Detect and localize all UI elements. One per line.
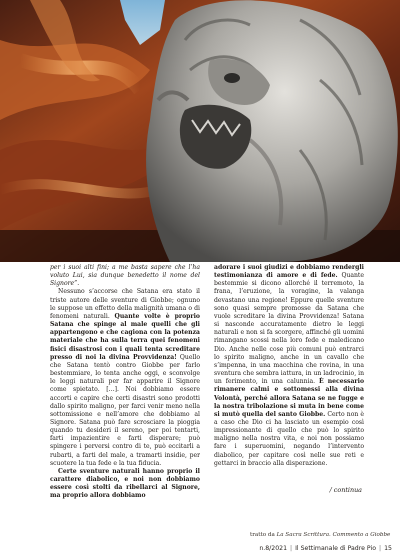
footer-separator: | (379, 545, 382, 552)
article-paragraph (50, 264, 200, 288)
text-run: Quello che Satana tentò contro Giobbe per farlo bestemmiare, lo tenta anche oggi, e sconvolge le leggi naturali per far apparire il Signore come spietato. […]. Noi dobbiamo essere accorti e capire che certi disastri sono prodotti dallo spirito maligno, per farci venir meno nella sottomissione e nell’amore che dobbiamo al Signore. Satana può fare scrosciare la pioggia quando tu desideri il sereno, per poi tentarti, farti impazientire e farti disperare; può spingere i perversi contro di te, può eccitarli a rubarti, a farti del male, a tramarti insidie, per scuotere la tua fede e la tua fiducia. (50, 353, 200, 467)
footer-separator: | (290, 545, 293, 552)
article-paragraph (214, 264, 364, 468)
page-footer (259, 545, 392, 552)
text-run: adorare i suoi giudizi e dobbiamo rendergli testimonianza di amore e di fede. (214, 264, 364, 280)
page-number: 15 (384, 545, 392, 552)
text-run: Quante bestemmie si dicono allorché il terremoto, la frana, l’eruzione, la voragine, la valanga devastano una regione! Eppure quelle sventure sono quasi sempre promosse da Satana che vuole screditare la divina Provvidenza! Satana si nasconde accuratamente dietro le leggi naturali e non si fa scorgere, affinché gli uomini rimangano scossi nella loro fede e maledicano Dio. Anche nelle cose più comuni può entrarci lo spirito maligno, anche in un cavallo che s’impenna, in una macchina che rovina, in una sventura che sembra iattura, in un ladrocinio, in un ferimento, in una calunnia. (214, 272, 364, 386)
issue-number: n.8/2021 (259, 545, 288, 552)
hero-image (0, 0, 400, 262)
text-run: per i suoi alti fini; a me basta sapere che l’ha voluto Lui, sia dunque benedetto il nome del Signore”. (50, 264, 200, 288)
text-run: Certo non è a caso che Dio ci ha lasciato un esempio così impressionante di quello che può lo spirito maligno nella nostra vita, e noi non possiamo fare i superuomini, negando l’intervento diabolico, per capitare così nelle sue reti e gettarci in braccio alla disperazione. (214, 410, 364, 467)
text-run: Nessuno s’accorse che Satana era stato il triste autore delle sventure di Giobbe; ognuno le suppose un effetto della malignità umana o di fenomeni naturali. (50, 288, 200, 320)
text-run: È necessario rimanere calmi e sottomessi alla divina Volontà, perché allora Satana se ne fugge e la nostra tribolazione si muta in bene come si mutò quella del santo Giobbe. (214, 378, 364, 418)
source-prefix: tratto da (250, 532, 277, 538)
magazine-name: Il Settimanale di Padre Pio (295, 545, 377, 552)
source-title: La Sacra Scrittura. Commento a Giobbe (276, 532, 391, 538)
article-body (46, 262, 368, 530)
source-credit (250, 532, 390, 538)
article-column-left (50, 264, 200, 526)
text-run: Certe sventure naturali hanno proprio il carattere diabolico, e noi non dobbiamo essere così stolti da ribellarci al Signore, ma proprio allora dobbiamo (50, 467, 200, 500)
article-paragraph (50, 468, 200, 501)
lion-statue-canyon-photo (0, 0, 400, 262)
text-run: Quante volte è proprio Satana che spinge al male quelli che gli appartengono e che cagiona con la potenza materiale che ha sulla terra quei fenomeni fisici disastrosi con i quali tenta screditare presso di noi la divina Provvidenza! (50, 312, 200, 361)
continua-label: / continua (329, 486, 362, 494)
article-paragraph (50, 288, 200, 467)
